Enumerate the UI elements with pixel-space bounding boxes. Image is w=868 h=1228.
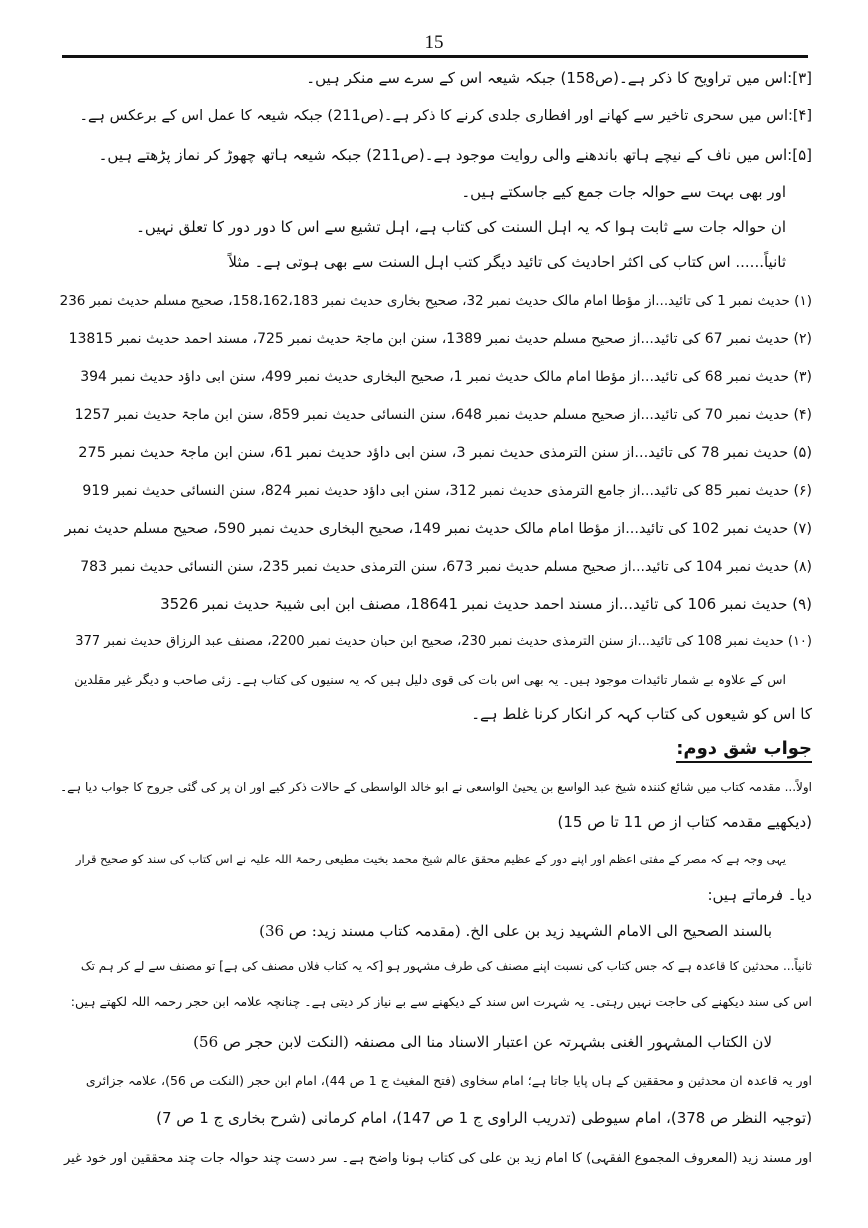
list-item: (۴) حدیث نمبر 70 کی تائید...از صحیح مسلم حدیث نمبر 648، سنن النسائی حدیث نمبر 859، سنن ابن ماجۃ حدیث نمبر 1257 xyxy=(74,407,812,423)
text-line: ثانیاً... محدثین کا قاعدہ ہے کہ جس کتاب کی نسبت اپنے مصنف کی طرف مشہور ہو [کہ یہ کتاب فلاں مصنف کی ہے] تو مصنف سے لے کر ہم تک xyxy=(80,959,812,973)
text-line: [۴]:اس میں سحری تاخیر سے کھانے اور افطاری جلدی کرنے کا ذکر ہے۔(ص211) جبکہ شیعہ کا عمل اس کے برعکس ہے۔ xyxy=(79,108,812,124)
text-line: کا اس کو شیعوں کی کتاب کہہ کر انکار کرنا غلط ہے۔ xyxy=(471,705,812,723)
page-number: 15 xyxy=(424,32,444,53)
text-line: اور یہ قاعدہ ان محدثین و محققین کے ہاں پایا جاتا ہے؛ امام سخاوی (فتح المغیث ج 1 ص 44)، امام ابن حجر (النکت ص 56)، علامہ جزائری xyxy=(85,1073,812,1088)
text-line: اس کے علاوہ بے شمار تائیدات موجود ہیں۔ یہ بھی اس بات کی قوی دلیل ہیں کہ یہ سنیوں کی کتاب ہے۔ زئی صاحب و دیگر غیر مقلدین xyxy=(74,672,786,687)
list-item: (۹) حدیث نمبر 106 کی تائید...از مسند احمد حدیث نمبر 18641، مصنف ابن ابی شیبۃ حدیث نمبر 3526 xyxy=(160,595,812,613)
arabic-quote: لان الکتاب المشہور الغنی بشہرتہ عن اعتبار الاسناد منا الی مصنفہ (النکت لابن حجر ص 56) xyxy=(193,1033,772,1051)
text-line: ثانیاً...... اس کتاب کی اکثر احادیث کی تائید دیگر کتب اہل السنت سے بھی ہوتی ہے۔ مثلاً xyxy=(228,253,786,271)
list-item: (۱) حدیث نمبر 1 کی تائید...از مؤطا امام مالک حدیث نمبر 32، صحیح بخاری حدیث نمبر 158،162،183، صحیح مسلم حدیث نمبر 236 xyxy=(59,293,812,309)
list-item: (۶) حدیث نمبر 85 کی تائید...از جامع الترمذی حدیث نمبر 312، سنن ابی داؤد حدیث نمبر 824، سنن النسائی حدیث نمبر 919 xyxy=(82,483,812,499)
text-line: [۳]:اس میں تراویح کا ذکر ہے۔(ص158) جبکہ شیعہ اس کے سرے سے منکر ہیں۔ xyxy=(306,69,812,87)
section-heading: جواب شق دوم: xyxy=(676,738,812,763)
list-item: (۸) حدیث نمبر 104 کی تائید...از صحیح مسلم حدیث نمبر 673، سنن الترمذی حدیث نمبر 235، سنن النسائی حدیث نمبر 783 xyxy=(80,559,812,575)
text-line: اس کی سند دیکھنے کی حاجت نہیں رہتی۔ یہ شہرت اس سند کے دیکھنے سے بے نیاز کر دیتی ہے۔ چنانچہ علامہ ابن حجر رحمہ اللہ لکھتے ہیں: xyxy=(70,994,812,1009)
text-line: (توجیہ النظر ص 378)، امام سیوطی (تدریب الراوی ج 1 ص 147)، امام کرمانی (شرح بخاری ج 1 ص 7) xyxy=(156,1109,812,1127)
list-item: (۱۰) حدیث نمبر 108 کی تائید...از سنن الترمذی حدیث نمبر 230، صحیح ابن حبان حدیث نمبر 2200، مصنف عبد الرزاق حدیث نمبر 377 xyxy=(75,634,812,649)
text-line: (دیکھیے مقدمہ کتاب از ص 11 تا ص 15) xyxy=(557,813,812,831)
text-line: اور مسند زید (المعروف المجموع الفقہی) کا امام زید بن علی کی کتاب ہونا واضح ہے۔ سر دست چند حوالہ جات چند محققین اور خود غیر xyxy=(63,1151,812,1166)
text-line: یہی وجہ ہے کہ مصر کے مفتی اعظم اور اپنے دور کے عظیم محقق عالم شیخ محمد بخیت مطیعی رحمۃ اللہ علیہ نے اس کتاب کی سند کو صحیح قرار xyxy=(75,852,786,866)
list-item: (۲) حدیث نمبر 67 کی تائید...از صحیح مسلم حدیث نمبر 1389، سنن ابن ماجۃ حدیث نمبر 725، مسند احمد حدیث نمبر 13815 xyxy=(68,331,812,347)
text-line: [۵]:اس میں ناف کے نیچے ہاتھ باندھنے والی روایت موجود ہے۔(ص211) جبکہ شیعہ ہاتھ چھوڑ کر نماز پڑھتے ہیں۔ xyxy=(98,146,812,164)
list-item: (۳) حدیث نمبر 68 کی تائید...از مؤطا امام مالک حدیث نمبر 1، صحیح البخاری حدیث نمبر 499، سنن ابی داؤد حدیث نمبر 394 xyxy=(80,369,812,385)
text-line: ان حوالہ جات سے ثابت ہوا کہ یہ اہل السنت کی کتاب ہے، اہل تشیع سے اس کا دور دور کا تعلق نہیں۔ xyxy=(136,218,786,236)
list-item: (۵) حدیث نمبر 78 کی تائید...از سنن الترمذی حدیث نمبر 3، سنن ابی داؤد حدیث نمبر 61، سنن ابن ماجۃ حدیث نمبر 275 xyxy=(78,445,812,461)
header-rule xyxy=(62,55,808,58)
arabic-quote: بالسند الصحیح الی الامام الشہید زید بن علی الخ. (مقدمہ کتاب مسند زید: ص 36) xyxy=(259,922,772,940)
text-line: اور بھی بہت سے حوالہ جات جمع کیے جاسکتے ہیں۔ xyxy=(461,183,786,201)
text-line: اولاً... مقدمہ کتاب میں شائع کنندہ شیخ عبد الواسع بن یحییٰ الواسعی نے ابو خالد الواسطی کے حالات ذکر کیے اور ان پر کی گئی جروح کا جواب دیا ہے۔ xyxy=(60,780,812,794)
list-item: (۷) حدیث نمبر 102 کی تائید...از مؤطا امام مالک حدیث نمبر 149، صحیح البخاری حدیث نمبر 590، صحیح مسلم حدیث نمبر xyxy=(64,521,812,537)
text-line: دیا۔ فرماتے ہیں: xyxy=(707,886,812,904)
